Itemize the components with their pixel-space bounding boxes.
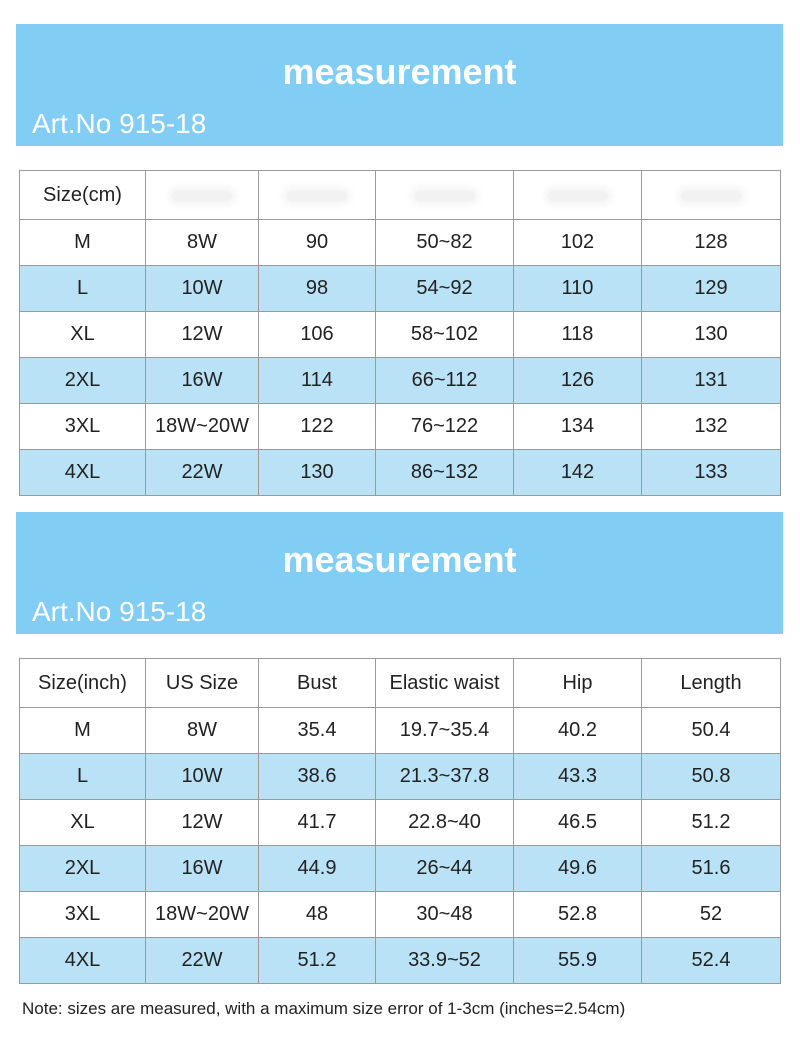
blur-mark — [172, 191, 232, 201]
table-cell: 134 — [514, 404, 642, 450]
table-cell: 38.6 — [259, 754, 376, 800]
table-row — [20, 450, 781, 496]
table-cell: 3XL — [20, 404, 146, 450]
table-cell: 16W — [146, 358, 259, 404]
blur-mark — [548, 191, 608, 201]
table-cell: 106 — [259, 312, 376, 358]
table-cell: 52 — [642, 892, 781, 938]
table-cell: XL — [20, 312, 146, 358]
blurred-header-cell — [376, 171, 514, 220]
table-cell: 54~92 — [376, 266, 514, 312]
table-cell: XL — [20, 800, 146, 846]
table-cell: 26~44 — [376, 846, 514, 892]
table-cell: 50.4 — [642, 708, 781, 754]
table-cell: 132 — [642, 404, 781, 450]
table-cell: 110 — [514, 266, 642, 312]
banner-inch — [16, 512, 783, 634]
table-row — [20, 358, 781, 404]
table-cell: 10W — [146, 754, 259, 800]
art-number: Art.No 915-18 — [32, 108, 207, 139]
table-cell: 40.2 — [514, 708, 642, 754]
table-cell: 43.3 — [514, 754, 642, 800]
blurred-header-cell — [146, 171, 259, 220]
table-cell: 18W~20W — [146, 892, 259, 938]
blur-mark — [681, 191, 741, 201]
art-number: Art.No 915-18 — [32, 596, 207, 627]
table-cell: 126 — [514, 358, 642, 404]
table-cell: 4XL — [20, 450, 146, 496]
table-cell: 44.9 — [259, 846, 376, 892]
header-cell: Bust — [259, 659, 376, 708]
header-cell: US Size — [146, 659, 259, 708]
table-cell: 12W — [146, 800, 259, 846]
table-cell: 66~112 — [376, 358, 514, 404]
blurred-header-cell — [259, 171, 376, 220]
table-cell: 41.7 — [259, 800, 376, 846]
table-cell: 50~82 — [376, 220, 514, 266]
table-row — [20, 220, 781, 266]
table-cell: 55.9 — [514, 938, 642, 984]
table-row — [20, 800, 781, 846]
table-cell: 21.3~37.8 — [376, 754, 514, 800]
table-cell: 51.2 — [642, 800, 781, 846]
table-cell: 10W — [146, 266, 259, 312]
blurred-header-cell — [642, 171, 781, 220]
table-cell: 128 — [642, 220, 781, 266]
table-cell: 30~48 — [376, 892, 514, 938]
table-cell: 48 — [259, 892, 376, 938]
table-row — [20, 312, 781, 358]
table-cell: 3XL — [20, 892, 146, 938]
table-cell: 46.5 — [514, 800, 642, 846]
table-cell: 90 — [259, 220, 376, 266]
table-cell: 22.8~40 — [376, 800, 514, 846]
table-cell: 16W — [146, 846, 259, 892]
size-table-inch — [19, 658, 781, 984]
blurred-header-cell — [514, 171, 642, 220]
table-row — [20, 708, 781, 754]
table-cell: 51.6 — [642, 846, 781, 892]
table-cell: 122 — [259, 404, 376, 450]
table-cell: 35.4 — [259, 708, 376, 754]
table-cell: 98 — [259, 266, 376, 312]
table-header-row — [20, 659, 781, 708]
table-cell: 76~122 — [376, 404, 514, 450]
header-cell: Elastic waist — [376, 659, 514, 708]
header-cell: Length — [642, 659, 781, 708]
header-cell: Hip — [514, 659, 642, 708]
table-cell: 51.2 — [259, 938, 376, 984]
header-cell: Size(inch) — [20, 659, 146, 708]
table-row — [20, 892, 781, 938]
table-cell: 142 — [514, 450, 642, 496]
table-cell: 52.4 — [642, 938, 781, 984]
table-cell: 102 — [514, 220, 642, 266]
table-cell: 22W — [146, 450, 259, 496]
table-cell: 2XL — [20, 846, 146, 892]
table-cell: 114 — [259, 358, 376, 404]
table-cell: 118 — [514, 312, 642, 358]
table-cell: 33.9~52 — [376, 938, 514, 984]
table-cell: 129 — [642, 266, 781, 312]
table-cell: 130 — [259, 450, 376, 496]
table-row — [20, 754, 781, 800]
table-row — [20, 266, 781, 312]
table-row — [20, 938, 781, 984]
table-cell: 19.7~35.4 — [376, 708, 514, 754]
blur-mark — [415, 191, 475, 201]
blur-mark — [287, 191, 347, 201]
banner-title: measurement — [282, 539, 517, 580]
table-cell: 130 — [642, 312, 781, 358]
table-cell: L — [20, 754, 146, 800]
table-cell: M — [20, 708, 146, 754]
table-cell: 4XL — [20, 938, 146, 984]
banner-cm — [16, 24, 783, 146]
size-table-cm — [19, 170, 781, 496]
table-cell: 131 — [642, 358, 781, 404]
table-row — [20, 404, 781, 450]
table-cell: 8W — [146, 220, 259, 266]
table-cell: 49.6 — [514, 846, 642, 892]
measurement-note: Note: sizes are measured, with a maximum size error of 1-3cm (inches=2.54cm) — [22, 999, 626, 1018]
table-cell: 2XL — [20, 358, 146, 404]
header-cell: Size(cm) — [20, 171, 146, 220]
table-cell: 50.8 — [642, 754, 781, 800]
banner-title: measurement — [282, 51, 517, 92]
table-cell: 133 — [642, 450, 781, 496]
table-cell: 86~132 — [376, 450, 514, 496]
table-cell: 18W~20W — [146, 404, 259, 450]
table-cell: 52.8 — [514, 892, 642, 938]
table-cell: L — [20, 266, 146, 312]
table-cell: 58~102 — [376, 312, 514, 358]
table-cell: M — [20, 220, 146, 266]
table-cell: 12W — [146, 312, 259, 358]
table-cell: 8W — [146, 708, 259, 754]
table-cell: 22W — [146, 938, 259, 984]
table-row — [20, 846, 781, 892]
table-header-row — [20, 171, 781, 220]
